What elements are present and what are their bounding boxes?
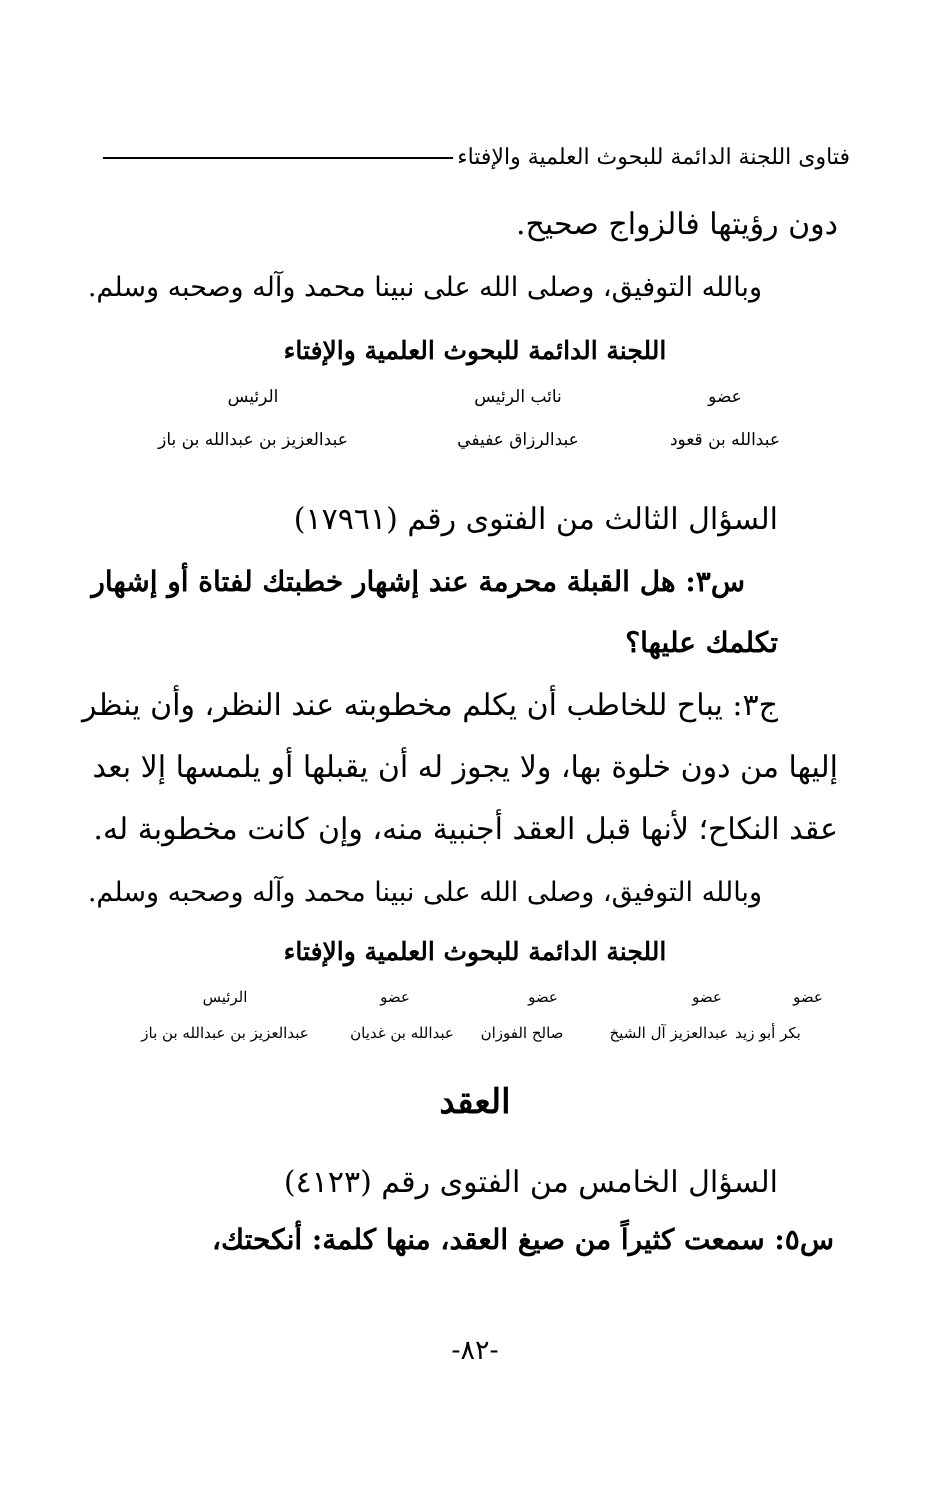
committee-role-member: عضو [793, 988, 823, 1006]
answer-line-3: عقد النكاح؛ لأنها قبل العقد أجنبية منه، وإن كانت مخطوبة له. [93, 812, 838, 847]
committee-role-president: الرئيس [202, 988, 248, 1006]
page-number: -٨٢- [451, 1335, 499, 1366]
question-line-1: س٥: سمعت كثيراً من صيغ العقد، منها كلمة: أنكحتك، [211, 1223, 834, 1256]
section-title: العقد [439, 1082, 511, 1122]
committee-title: اللجنة الدائمة للبحوث العلمية والإفتاء [283, 937, 667, 966]
committee-name-member: عبدالله بن قعود [669, 430, 780, 450]
committee-name: صالح الفوزان [480, 1024, 564, 1042]
fatwa-heading: السؤال الخامس من الفتوى رقم (٤١٢٣) [283, 1165, 778, 1200]
answer-line-1: ج٣: يباح للخاطب أن يكلم مخطوبته عند النظر، وأن ينظر [82, 688, 778, 723]
committee-role-vice-president: نائب الرئيس [474, 387, 562, 407]
intro-line: دون رؤيتها فالزواج صحيح. [516, 207, 838, 242]
intro-closing: وبالله التوفيق، وصلى الله على نبينا محمد وآله وصحبه وسلم. [87, 272, 762, 303]
committee-role-member: عضو [692, 988, 722, 1006]
question-line-1: س٣: هل القبلة محرمة عند إشهار خطبتك لفتاة أو إشهار [91, 565, 745, 598]
fatwa-heading: السؤال الثالث من الفتوى رقم (١٧٩٦١) [293, 502, 778, 537]
fatwa-closing: وبالله التوفيق، وصلى الله على نبينا محمد وآله وصحبه وسلم. [87, 877, 762, 908]
committee-role-member: عضو [528, 988, 558, 1006]
committee-name: عبدالله بن غديان [350, 1024, 454, 1042]
committee-name-vice-president: عبدالرزاق عفيفي [457, 430, 579, 450]
committee-role-member: عضو [380, 988, 410, 1006]
committee-name: عبدالعزيز آل الشيخ [609, 1024, 729, 1042]
committee-role-member: عضو [708, 387, 742, 407]
committee-title: اللجنة الدائمة للبحوث العلمية والإفتاء [283, 336, 667, 365]
header-rule [103, 157, 453, 159]
committee-name-president: عبدالعزيز بن عبدالله بن باز [158, 430, 348, 450]
committee-name: بكر أبو زيد [735, 1024, 801, 1042]
question-line-2: تكلمك عليها؟ [625, 626, 778, 659]
answer-line-2: إليها من دون خلوة بها، ولا يجوز له أن يقبلها أو يلمسها إلا بعد [92, 750, 838, 785]
committee-name-president: عبدالعزيز بن عبدالله بن باز [141, 1024, 309, 1042]
running-header: فتاوى اللجنة الدائمة للبحوث العلمية والإفتاء [457, 145, 850, 170]
committee-role-president: الرئيس [227, 387, 279, 407]
